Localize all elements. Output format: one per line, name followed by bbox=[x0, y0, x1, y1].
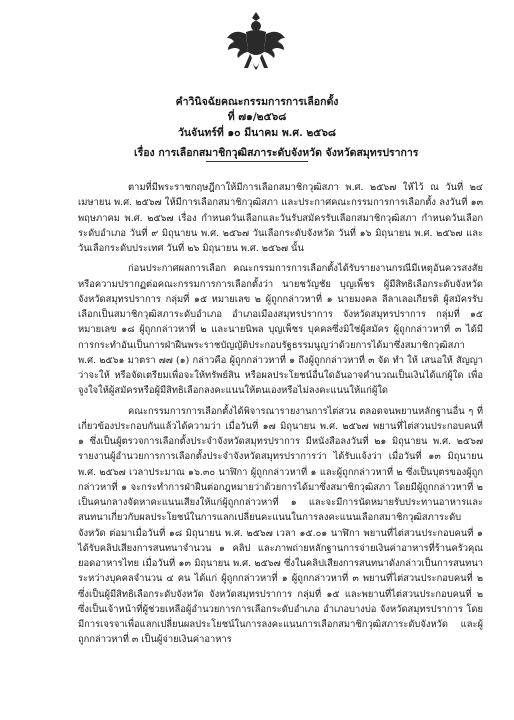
subject-line: เรื่อง การเลือกสมาชิกวุฒิสภาระดับจังหวัด จังหวัดสมุทรปราการ bbox=[134, 147, 419, 159]
paragraph-2: ก่อนประกาศผลการเลือก คณะกรรมการการเลือกตั้งได้รับรายงานกรณีมีเหตุอันควรสงสัยหรือความปรากฏต่อคณะกรรมการการเลือกตั้งว่า นายชวัญชัย บุญเพ็ชร ผู้มีสิทธิเลือกระดับจังหวัด จังหวัดสมุทรปราการ กลุ่มที่ ๑๕ หมายเลข ๒ ผู้ถูกกล่าวหาที่ ๑ นายมงคล ลีลาเลอเกียรติ ผู้สมัครรับเลือกเป็นสมาชิกวุฒิสภาระดับอำเภอ อำเภอเมืองสมุทรปราการ จังหวัดสมุทรปราการ กลุ่มที่ ๑๕ หมายเลข ๑๘ ผู้ถูกกล่าวหาที่ ๒ และนายนิพล บุญเพ็ชร บุคคลซึ่งมิใช่ผู้สมัคร ผู้ถูกกล่าวหาที่ ๓ ได้มีการกระทำอันเป็นการฝ่าฝืนพระราชบัญญัติประกอบรัฐธรรมนูญว่าด้วยการได้มาซึ่งสมาชิกวุฒิสภา พ.ศ. ๒๕๖๑ มาตรา ๗๗ (๑) กล่าวคือ ผู้ถูกกล่าวหาที่ ๑ ถึงผู้ถูกกล่าวหาที่ ๓ จัด ทำ ให้ เสนอให้ สัญญาว่าจะให้ หรือจัดเตรียมเพื่อจะให้ทรัพย์สิน หรือผลประโยชน์อื่นใดอันอาจคำนวณเป็นเงินได้แก่ผู้ใด เพื่อจูงใจให้ผู้สมัครหรือผู้มีสิทธิเลือกลงคะแนนให้ตนเองหรือไม่ลงคะแนนให้แก่ผู้ใด bbox=[78, 263, 483, 397]
decision-date: วันจันทร์ที่ ๑๐ มีนาคม พ.ศ. ๒๕๖๘ bbox=[177, 127, 337, 139]
paragraph-3: คณะกรรมการการเลือกตั้งได้พิจารณารายงานการไต่สวน ตลอดจนพยานหลักฐานอื่น ๆ ที่เกี่ยวข้องประกอบกันแล้วได้ความว่า เมื่อวันที่ ๑๗ มิถุนายน พ.ศ. ๒๕๖๗ พยานที่ไต่สวนประกอบคนที่ ๑ ซึ่งเป็นผู้ตรวจการเลือกตั้งประจำจังหวัดสมุทรปราการ มีหนังสือลงวันที่ ๒๑ มิถุนายน พ.ศ. ๒๕๖๗ รายงานผู้อำนวยการการเลือกตั้งประจำจังหวัดสมุทรปราการว่า ได้รับแจ้งว่า เมื่อวันที่ ๑๓ มิถุนายน พ.ศ. ๒๕๖๗ เวลาประมาณ ๑๖.๓๐ นาฬิกา ผู้ถูกกล่าวหาที่ ๑ และผู้ถูกกล่าวหาที่ ๒ ซึ่งเป็นบุตรของผู้ถูกกล่าวหาที่ ๑ จะกระทำการฝ่าฝืนต่อกฎหมายว่าด้วยการได้มาซึ่งสมาชิกวุฒิสภา โดยมีผู้ถูกกล่าวหาที่ ๒ เป็นคนกลางจัดหาคะแนนเสียงให้แก่ผู้ถูกกล่าวหาที่ ๑ และจะมีการนัดหมายรับประทานอาหารและสนทนาเกี่ยวกับผลประโยชน์ในการแลกเปลี่ยนคะแนนในการลงคะแนนเลือกสมาชิกวุฒิสภาระดับจังหวัด ต่อมาเมื่อวันที่ ๑๘ มิถุนายน พ.ศ. ๒๕๖๗ เวลา ๑๕.๐๑ นาฬิกา พยานที่ไต่สวนประกอบคนที่ ๑ ได้รับคลิปเสียงการสนทนาจำนวน ๑ คลิป และภาพถ่ายหลักฐานการจ่ายเงินค่าอาหารที่ร้านครัวคุณยอดอาหารไทย เมื่อวันที่ ๑๓ มิถุนายน พ.ศ. ๒๕๖๗ ซึ่งในคลิปเสียงการสนทนาดังกล่าวเป็นการสนทนาระหว่างบุคคลจำนวน ๔ คน ได้แก่ ผู้ถูกกล่าวหาที่ ๑ ผู้ถูกกล่าวหาที่ ๓ พยานที่ไต่สวนประกอบคนที่ ๒ ซึ่งเป็นผู้มีสิทธิเลือกระดับจังหวัด จังหวัดสมุทรปราการ กลุ่มที่ ๑๕ และพยานที่ไต่สวนประกอบคนที่ ๒ ซึ่งเป็นเจ้าหน้าที่ผู้ช่วยเหลือผู้อำนวยการการเลือกระดับอำเภอ อำเภอบางบ่อ จังหวัดสมุทรปราการ โดยมีการเจรจาเพื่อแลกเปลี่ยนผลประโยชน์ในการลงคะแนนการเลือกสมาชิกวุฒิสภาระดับจังหวัด และผู้ถูกกล่าวหาที่ ๓ เป็นผู้จ่ายเงินค่าอาหาร bbox=[78, 405, 483, 646]
garuda-emblem-icon bbox=[224, 8, 288, 80]
document-body bbox=[78, 180, 483, 653]
paragraph-1: ตามที่มีพระราชกฤษฎีกาให้มีการเลือกสมาชิกวุฒิสภา พ.ศ. ๒๕๖๗ ให้ไว้ ณ วันที่ ๒๔ เมษายน พ.ศ. ๒๕๖๗ ให้มีการเลือกสมาชิกวุฒิสภา และประกาศคณะกรรมการการเลือกตั้ง ลงวันที่ ๑๓ พฤษภาคม พ.ศ. ๒๕๖๗ เรื่อง กำหนดวันเลือกและวันรับสมัครรับเลือกสมาชิกวุฒิสภา กำหนดวันเลือกระดับอำเภอ วันที่ ๙ มิถุนายน พ.ศ. ๒๕๖๗ วันเลือกระดับจังหวัด วันที่ ๑๖ มิถุนายน พ.ศ. ๒๕๖๗ และวันเลือกระดับประเทศ วันที่ ๒๖ มิถุนายน พ.ศ. ๒๕๖๗ นั้น bbox=[78, 182, 483, 254]
document-title: คำวินิจฉัยคณะกรรมการการเลือกตั้ง bbox=[175, 96, 339, 108]
decision-number: ที่ ๗๑/๒๕๖๘ bbox=[227, 111, 287, 123]
divider bbox=[206, 161, 308, 162]
